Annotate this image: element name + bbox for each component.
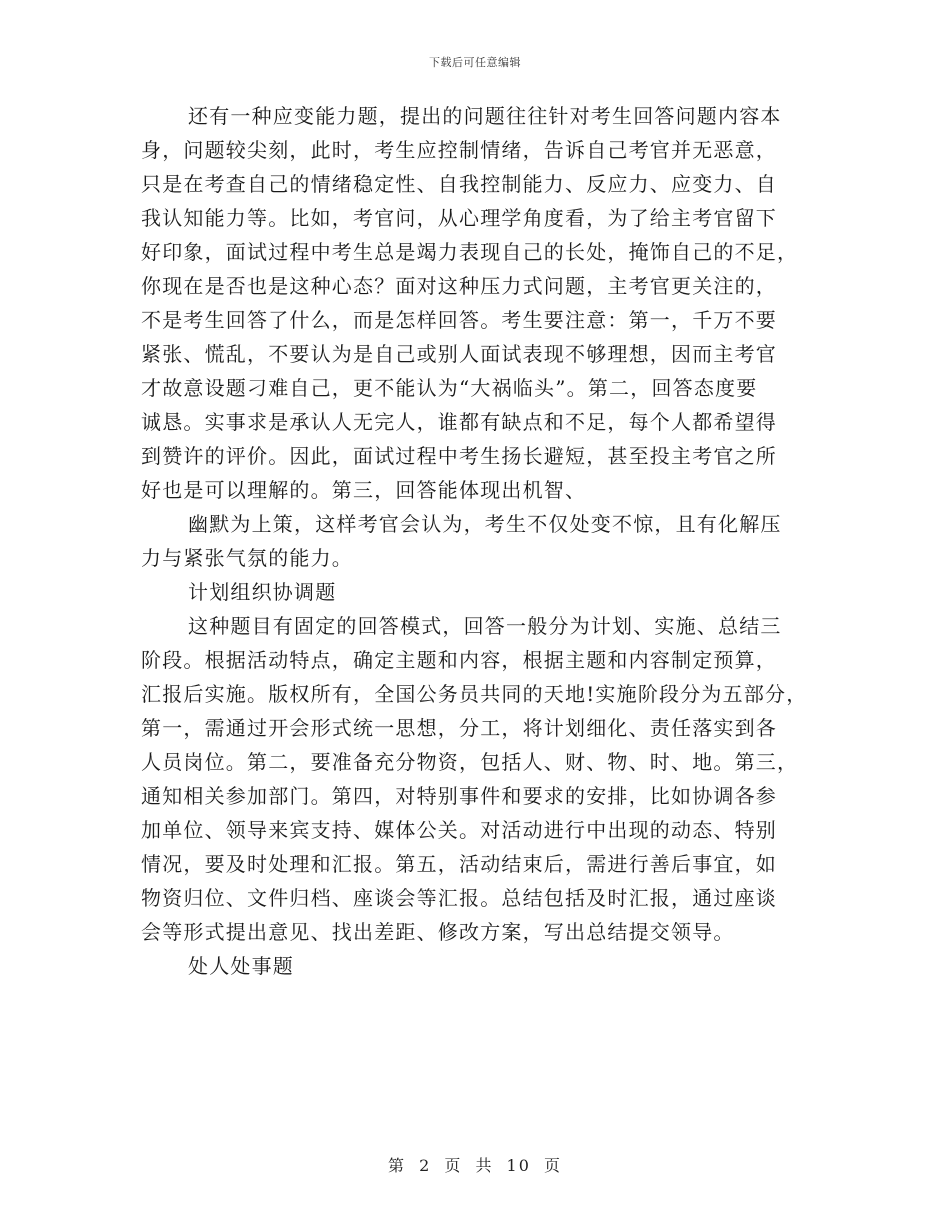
text-line: 会等形式提出意见、找出差距、修改方案，写出总结提交领导。 (141, 920, 735, 944)
text-line: 力与紧张气氛的能力。 (141, 546, 353, 570)
text-line: 到赞许的评价。因此，面试过程中考生扬长避短，甚至投主考官之所 (141, 444, 777, 468)
text-line: 这种题目有固定的回答模式，回答一般分为计划、实施、总结三 (188, 614, 782, 638)
text-line: 物资归位、文件归档、座谈会等汇报。总结包括及时汇报，通过座谈 (141, 886, 777, 910)
page-header: 下载后可任意编辑 (429, 56, 521, 69)
text-line: 诚恳。实事求是承认人无完人，谁都有缺点和不足，每个人都希望得 (141, 410, 777, 434)
text-line: 阶段。根据活动特点，确定主题和内容，根据主题和内容制定预算， (141, 648, 777, 672)
text-line: 还有一种应变能力题，提出的问题往往针对考生回答问题内容本 (188, 104, 782, 128)
text-line: 紧张、慌乱，不要认为是自己或别人面试表现不够理想，因而主考官 (141, 342, 777, 366)
text-line: 第一，需通过开会形式统一思想，分工，将计划细化、责任落实到各 (141, 716, 777, 740)
text-line: 好也是可以理解的。第三，回答能体现出机智、 (141, 478, 587, 502)
text-line: 幽默为上策，这样考官会认为，考生不仅处变不惊，且有化解压 (188, 512, 782, 536)
section-heading: 处人处事题 (188, 954, 294, 978)
text-line: 我认知能力等。比如，考官问，从心理学角度看，为了给主考官留下 (141, 206, 777, 230)
text-line: 情况，要及时处理和汇报。第五，活动结束后，需进行善后事宜，如 (141, 852, 777, 876)
text-line: 加单位、领导来宾支持、媒体公关。对活动进行中出现的动态、特别 (141, 818, 777, 842)
page-footer: 第 2 页 共 10 页 (388, 1156, 562, 1175)
text-line: 身，问题较尖刻，此时，考生应控制情绪，告诉自己考官并无恶意， (141, 138, 777, 162)
text-line: 人员岗位。第二，要准备充分物资，包括人、财、物、时、地。第三， (141, 750, 799, 774)
text-line: 你现在是否也是这种心态？面对这种压力式问题，主考官更关注的， (141, 274, 777, 298)
text-line: 不是考生回答了什么，而是怎样回答。考生要注意：第一，千万不要 (141, 308, 777, 332)
text-line: 好印象，面试过程中考生总是竭力表现自己的长处，掩饰自己的不足， (141, 240, 799, 264)
section-heading: 计划组织协调题 (188, 580, 337, 604)
text-line: 汇报后实施。版权所有，全国公务员共同的天地!实施阶段分为五部分， (141, 682, 808, 706)
text-line: 只是在考查自己的情绪稳定性、自我控制能力、反应力、应变力、自 (141, 172, 777, 196)
text-line: 才故意设题刁难自己，更不能认为“大祸临头”。第二，回答态度要 (141, 376, 758, 400)
text-line: 通知相关参加部门。第四，对特别事件和要求的安排，比如协调各参 (141, 784, 777, 808)
